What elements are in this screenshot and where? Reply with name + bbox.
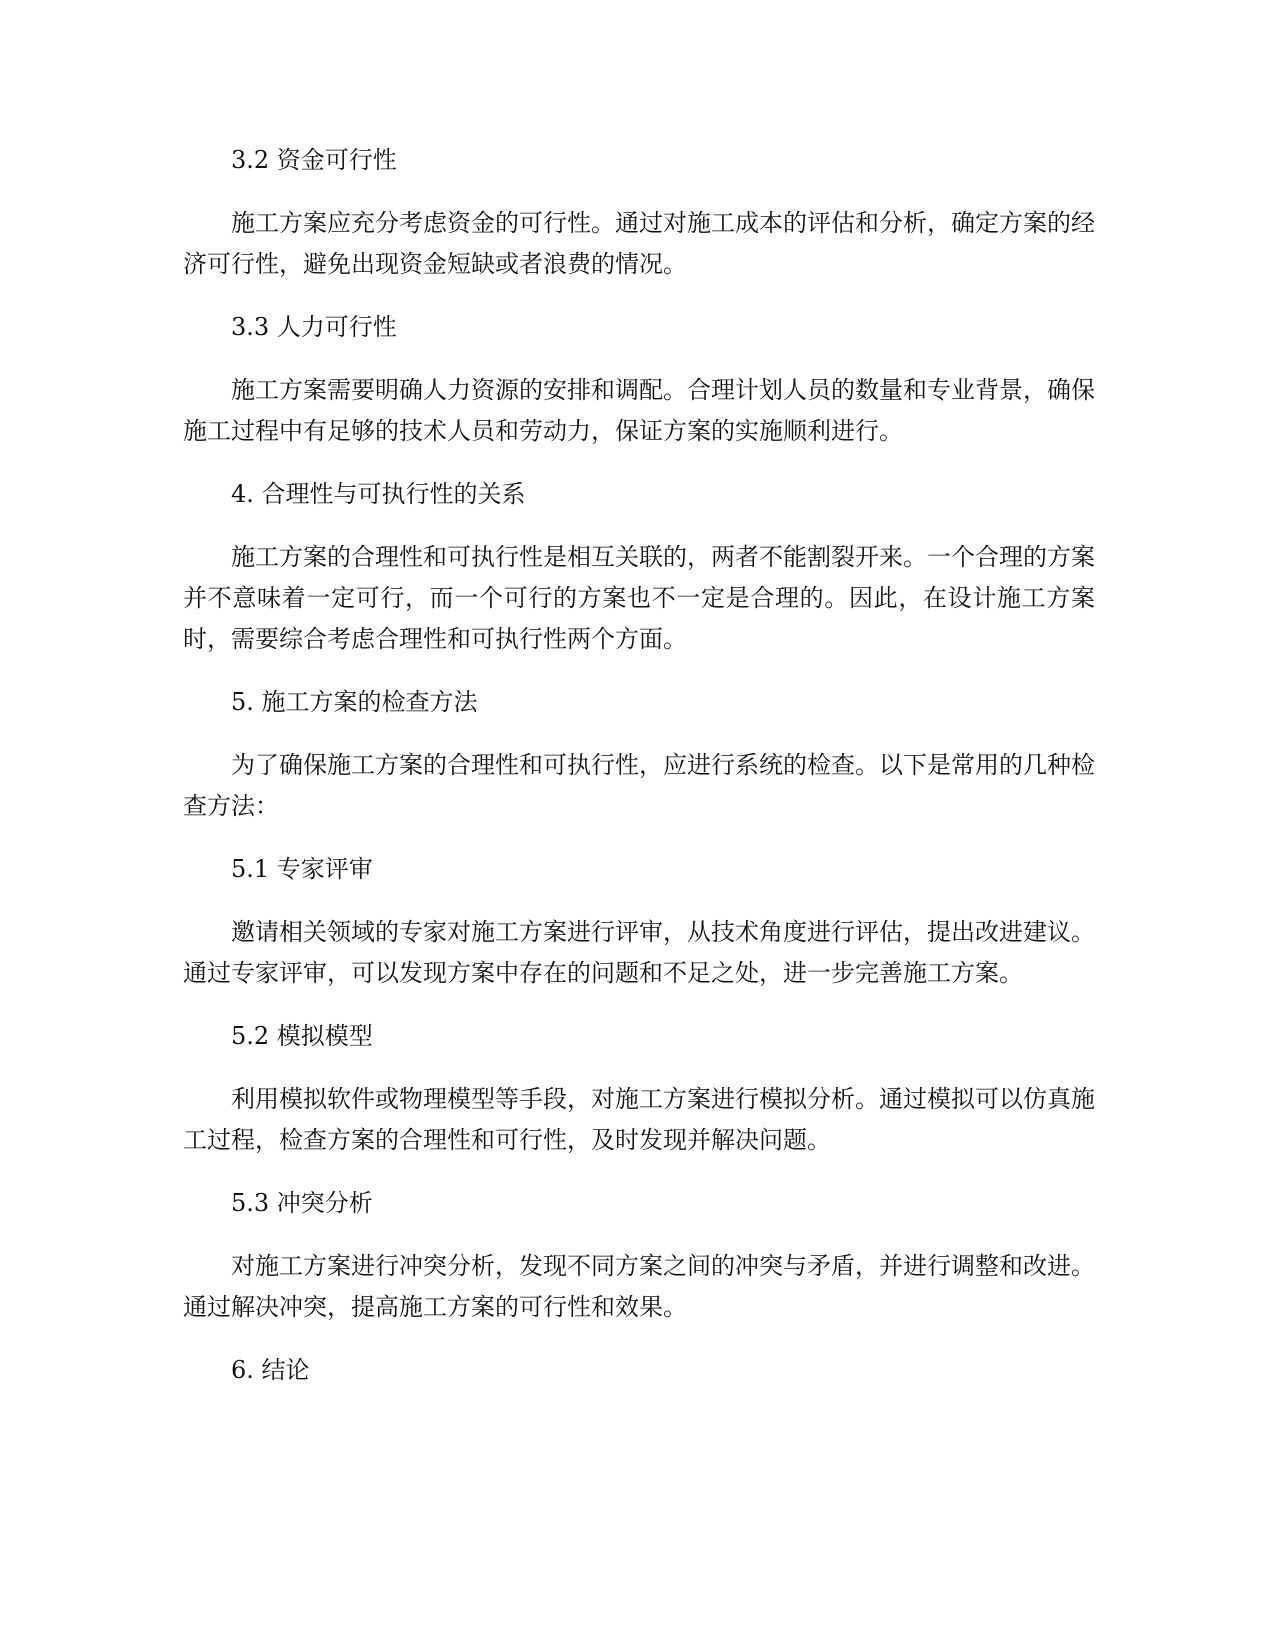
paragraph-rationality-executability: 施工方案的合理性和可执行性是相互关联的，两者不能割裂开来。一个合理的方案并不意味着一定可行，而一个可行的方案也不一定是合理的。因此，在设计施工方案时，需要综合考虑合理性和可执行性两个方面。 — [183, 543, 1095, 653]
section-heading-5-1: 5.1 专家评审 — [231, 855, 373, 883]
paragraph-funding-feasibility: 施工方案应充分考虑资金的可行性。通过对施工成本的评估和分析，确定方案的经济可行性，避免出现资金短缺或者浪费的情况。 — [183, 209, 1095, 278]
paragraph-inspection-methods: 为了确保施工方案的合理性和可执行性，应进行系统的检查。以下是常用的几种检查方法： — [183, 751, 1095, 820]
paragraph-simulation-model: 利用模拟软件或物理模型等手段，对施工方案进行模拟分析。通过模拟可以仿真施工过程，检查方案的合理性和可行性，及时发现并解决问题。 — [183, 1085, 1095, 1154]
paragraph-conflict-analysis: 对施工方案进行冲突分析，发现不同方案之间的冲突与矛盾，并进行调整和改进。通过解决冲突，提高施工方案的可行性和效果。 — [183, 1252, 1095, 1321]
document-body — [183, 140, 1095, 1413]
section-heading-3-3: 3.3 人力可行性 — [231, 313, 397, 341]
section-heading-3-2: 3.2 资金可行性 — [231, 146, 397, 174]
section-heading-5: 5. 施工方案的检查方法 — [231, 688, 478, 716]
section-heading-4: 4. 合理性与可执行性的关系 — [231, 480, 526, 508]
paragraph-expert-review: 邀请相关领域的专家对施工方案进行评审，从技术角度进行评估，提出改进建议。通过专家评审，可以发现方案中存在的问题和不足之处，进一步完善施工方案。 — [183, 918, 1095, 987]
paragraph-manpower-feasibility: 施工方案需要明确人力资源的安排和调配。合理计划人员的数量和专业背景，确保施工过程中有足够的技术人员和劳动力，保证方案的实施顺利进行。 — [183, 376, 1095, 445]
section-heading-5-2: 5.2 模拟模型 — [231, 1022, 373, 1050]
section-heading-5-3: 5.3 冲突分析 — [231, 1189, 373, 1217]
section-heading-6: 6. 结论 — [231, 1356, 310, 1384]
